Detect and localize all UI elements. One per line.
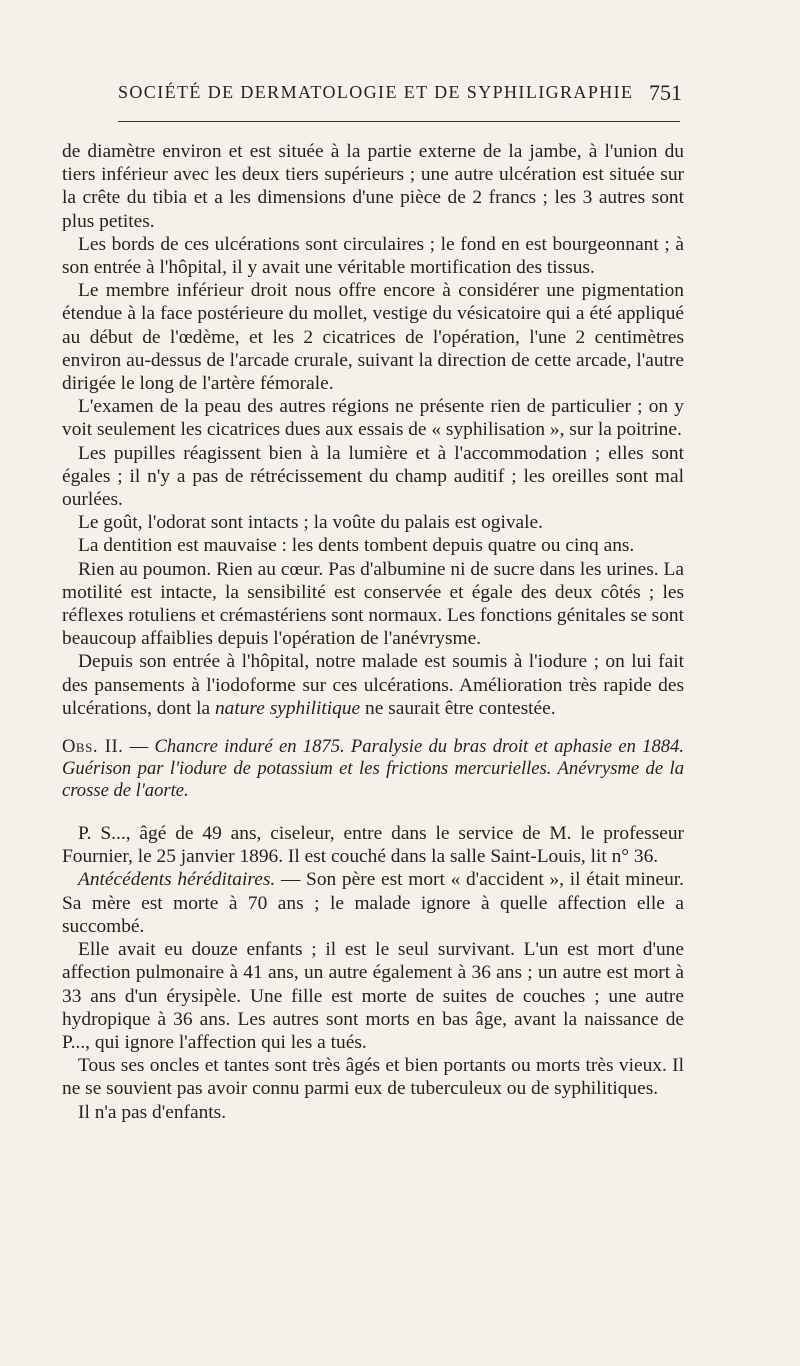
paragraph: La dentition est mauvaise : les dents tombent depuis quatre ou cinq ans. (78, 535, 635, 557)
body-text (62, 140, 684, 1124)
paragraph: Le goût, l'odorat sont intacts ; la voûte du palais est ogivale. (78, 512, 543, 534)
observation-title: Chancre induré en 1875. Paralysie du bras droit et aphasie en 1884. Guérison par l'iodure de potassium et les frictions mercurielles. Anévrysme de la crosse de l'aorte. (62, 736, 685, 802)
paragraph: Les bords de ces ulcérations sont circulaires ; le fond en est bourgeonnant ; à son entrée à l'hôpital, il y avait une véritable mortification des tissus. (62, 233, 684, 279)
section-label: Antécédents héréditaires. (78, 869, 276, 891)
paragraph-text: Depuis son entrée à l'hôpital, notre malade est soumis à l'iodure ; on lui fait des pansements à l'iodoforme sur ces ulcérations. Amélioration très rapide des ulcérations, dont la (62, 651, 684, 719)
paragraph (62, 868, 684, 938)
page-number: 751 (649, 80, 682, 105)
running-title: SOCIÉTÉ DE DERMATOLOGIE ET DE SYPHILIGRAPHIE (118, 82, 634, 102)
paragraph-text: — Son père est mort « d'accident », il était mineur. Sa mère est morte à 70 ans ; le malade ignore à quelle affection elle a succombé. (62, 869, 685, 937)
observation-heading (62, 736, 684, 802)
paragraph: L'examen de la peau des autres régions ne présente rien de particulier ; on y voit seulement les cicatrices dues aux essais de « syphilisation », sur la poitrine. (62, 396, 684, 441)
spacer (62, 802, 684, 822)
page-header (118, 80, 682, 110)
paragraph: Les pupilles réagissent bien à la lumière et à l'accommodation ; elles sont égales ; il n'y a pas de rétrécissement du champ auditif ; les oreilles sont mal ourlées. (62, 442, 684, 511)
observation-label: Obs. II. (62, 736, 124, 758)
observation-dash: — (123, 736, 155, 758)
paragraph: Le membre inférieur droit nous offre encore à considérer une pigmentation étendue à la face postérieure du mollet, vestige du vésicatoire qui a été appliqué au début de l'œdème, et les 2 cicatrices de l'opération, l'une 2 centimètres environ au-dessus de l'arcade crurale, suivant la direction de cette arcade, l'autre dirigée le long de l'artère fémorale. (62, 280, 684, 395)
header-rule (118, 121, 680, 122)
italic-phrase: nature syphilitique (214, 697, 361, 719)
paragraph-text: ne saurait être contestée. (360, 697, 556, 719)
paragraph: Elle avait eu douze enfants ; il est le seul survivant. L'un est mort d'une affection pulmonaire à 41 ans, un autre également à 36 ans ; un autre est mort à 33 ans d'un érysipèle. Une fille est morte de suites de couches ; une autre hydropique à 36 ans. Les autres sont morts en bas âge, avant la naissance de P..., qui ignore l'affection qui les a tués. (62, 939, 684, 1053)
paragraph-continuation: de diamètre environ et est située à la partie externe de la jambe, à l'union du tiers inférieur avec les deux tiers supérieurs ; une autre ulcération est située sur la crête du tibia et a les dimensions d'une pièce de 2 francs ; les 3 autres sont plus petites. (62, 141, 684, 232)
paragraph: P. S..., âgé de 49 ans, ciseleur, entre dans le service de M. le professeur Fournier, le 25 janvier 1896. Il est couché dans la salle Saint-Louis, lit n° 36. (62, 823, 684, 868)
paragraph: Tous ses oncles et tantes sont très âgés et bien portants ou morts très vieux. Il ne se souvient pas avoir connu parmi eux de tuberculeux ou de syphilitiques. (62, 1055, 684, 1100)
paragraph: Il n'a pas d'enfants. (78, 1101, 227, 1123)
paragraph (62, 650, 684, 720)
paragraph: Rien au poumon. Rien au cœur. Pas d'albumine ni de sucre dans les urines. La motilité est intacte, la sensibilité est conservée et égale des deux côtés ; les réflexes rotuliens et crémastériens sont normaux. Les fonctions génitales se sont beaucoup affaiblies depuis l'opération de l'anévrysme. (62, 558, 684, 650)
